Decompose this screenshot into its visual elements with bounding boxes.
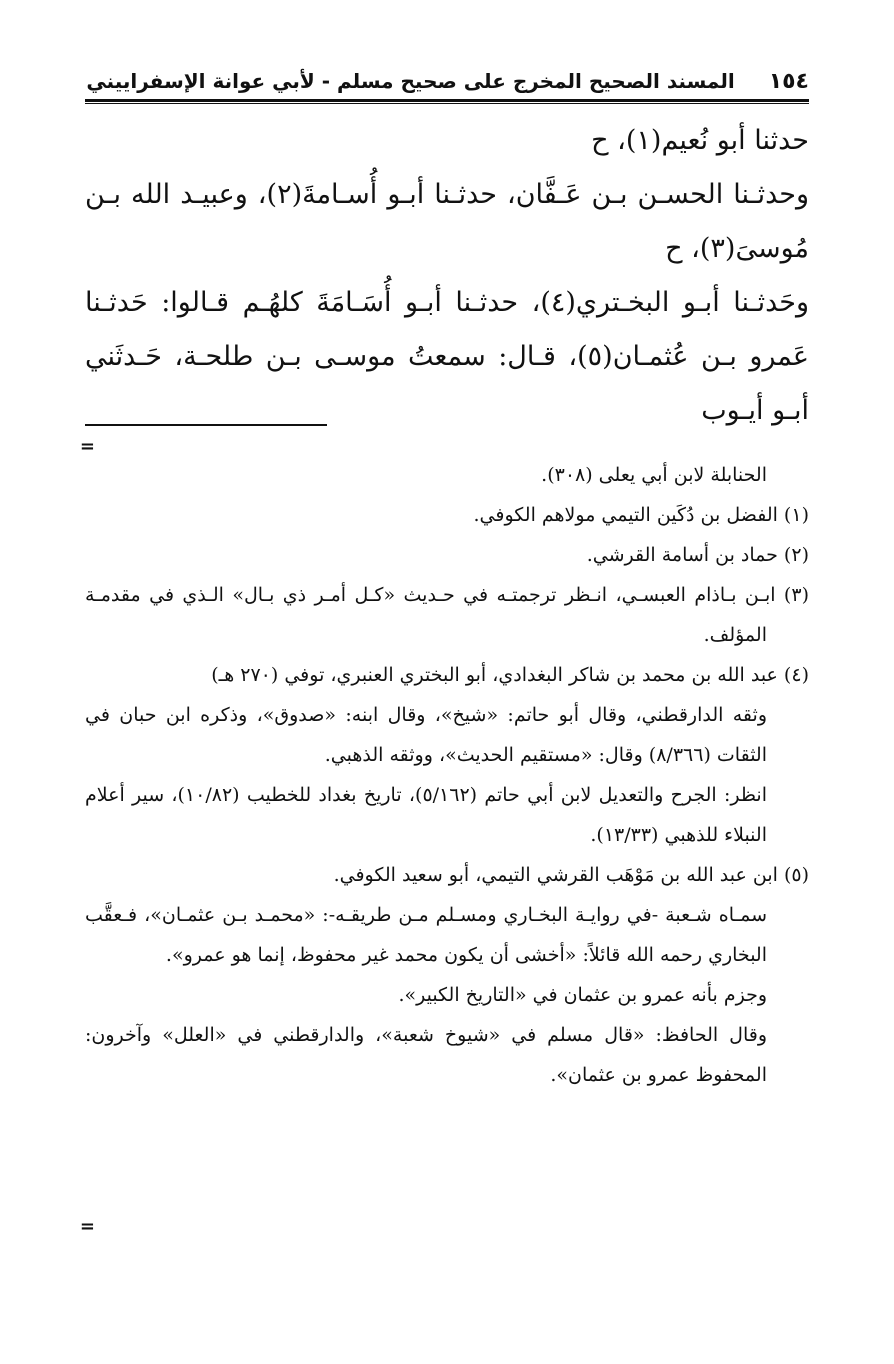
footnote: وقال الحافظ: «قال مسلم في «شيوخ شعبة»، والدارقطني في «العلل» وآخرون: المحفوظ عمرو بن عثمان». xyxy=(85,1024,767,1086)
footnote: الحنابلة لابن أبي يعلى (٣٠٨). xyxy=(541,464,767,486)
footnote: سمـاه شـعبة -في روايـة البخـاري ومسـلم مـن طريقـه-: «محمـد بـن عثمـان»، فـعقَّب البخاري رحمه الله قائلاً: «أخشى أن يكون محمد غير محفوظ، إنما هو عمرو». xyxy=(85,904,767,966)
footnote: (١) الفضل بن دُكَين التيمي مولاهم الكوفي. xyxy=(473,504,809,526)
main-paragraph: وحدثـنا الحسـن بـن عَـفَّان، حدثـنا أبـو أُسـامةَ(٢)، وعبيـد الله بـن مُوسىَ(٣)، ح xyxy=(85,179,809,264)
footnote: (٢) حماد بن أسامة القرشي. xyxy=(586,544,809,566)
footnote: وجزم بأنه عمرو بن عثمان في «التاريخ الكبير». xyxy=(398,984,767,1006)
running-title: المسند الصحيح المخرج على صحيح مسلم - لأبي عوانة الإسفراييني xyxy=(86,69,735,93)
footnote: (٣) ابـن بـاذام العبسـي، انـظر ترجمتـه في حـديث «كـل أمـر ذي بـال» الـذي في مقدمـة المؤلف. xyxy=(85,584,809,646)
footnote: (٤) عبد الله بن محمد بن شاكر البغدادي، أبو البختري العنبري، توفي (٢٧٠ هـ) xyxy=(211,664,809,686)
main-text xyxy=(85,114,809,438)
running-header xyxy=(85,64,809,98)
header-rule xyxy=(85,99,809,104)
footnote: وثقه الدارقطني، وقال أبو حاتم: «شيخ»، وقال ابنه: «صدوق»، وذكره ابن حبان في الثقات (٨/٣٦٦) وقال: «مستقيم الحديث»، ووثقه الذهبي. xyxy=(85,704,767,766)
continuation-mark-bottom: = xyxy=(79,1216,95,1237)
footnotes xyxy=(85,455,809,1095)
footnote: انظر: الجرح والتعديل لابن أبي حاتم (٥/١٦٢)، تاريخ بغداد للخطيب (١٠/٨٢)، سير أعلام النبلاء للذهبي (١٣/٣٣). xyxy=(85,784,767,846)
main-paragraph: وحَدثـنا أبـو البخـتري(٤)، حدثـنا أبـو أُسَـامَةَ كلهُـم قـالوا: حَدثـنا عَمرو بـن عُثمـان(٥)، قـال: سمعتُ موسـى بـن طلحـة، حَـدثَني أبـو أيـوب xyxy=(85,287,810,426)
page-number: ١٥٤ xyxy=(768,68,809,94)
continuation-mark-top: = xyxy=(79,436,95,457)
main-paragraph: حدثنا أبو نُعيم(١)، ح xyxy=(591,125,809,156)
footnote: (٥) ابن عبد الله بن مَوْهَب القرشي التيمي، أبو سعيد الكوفي. xyxy=(333,864,809,886)
footnote-separator xyxy=(85,424,327,426)
